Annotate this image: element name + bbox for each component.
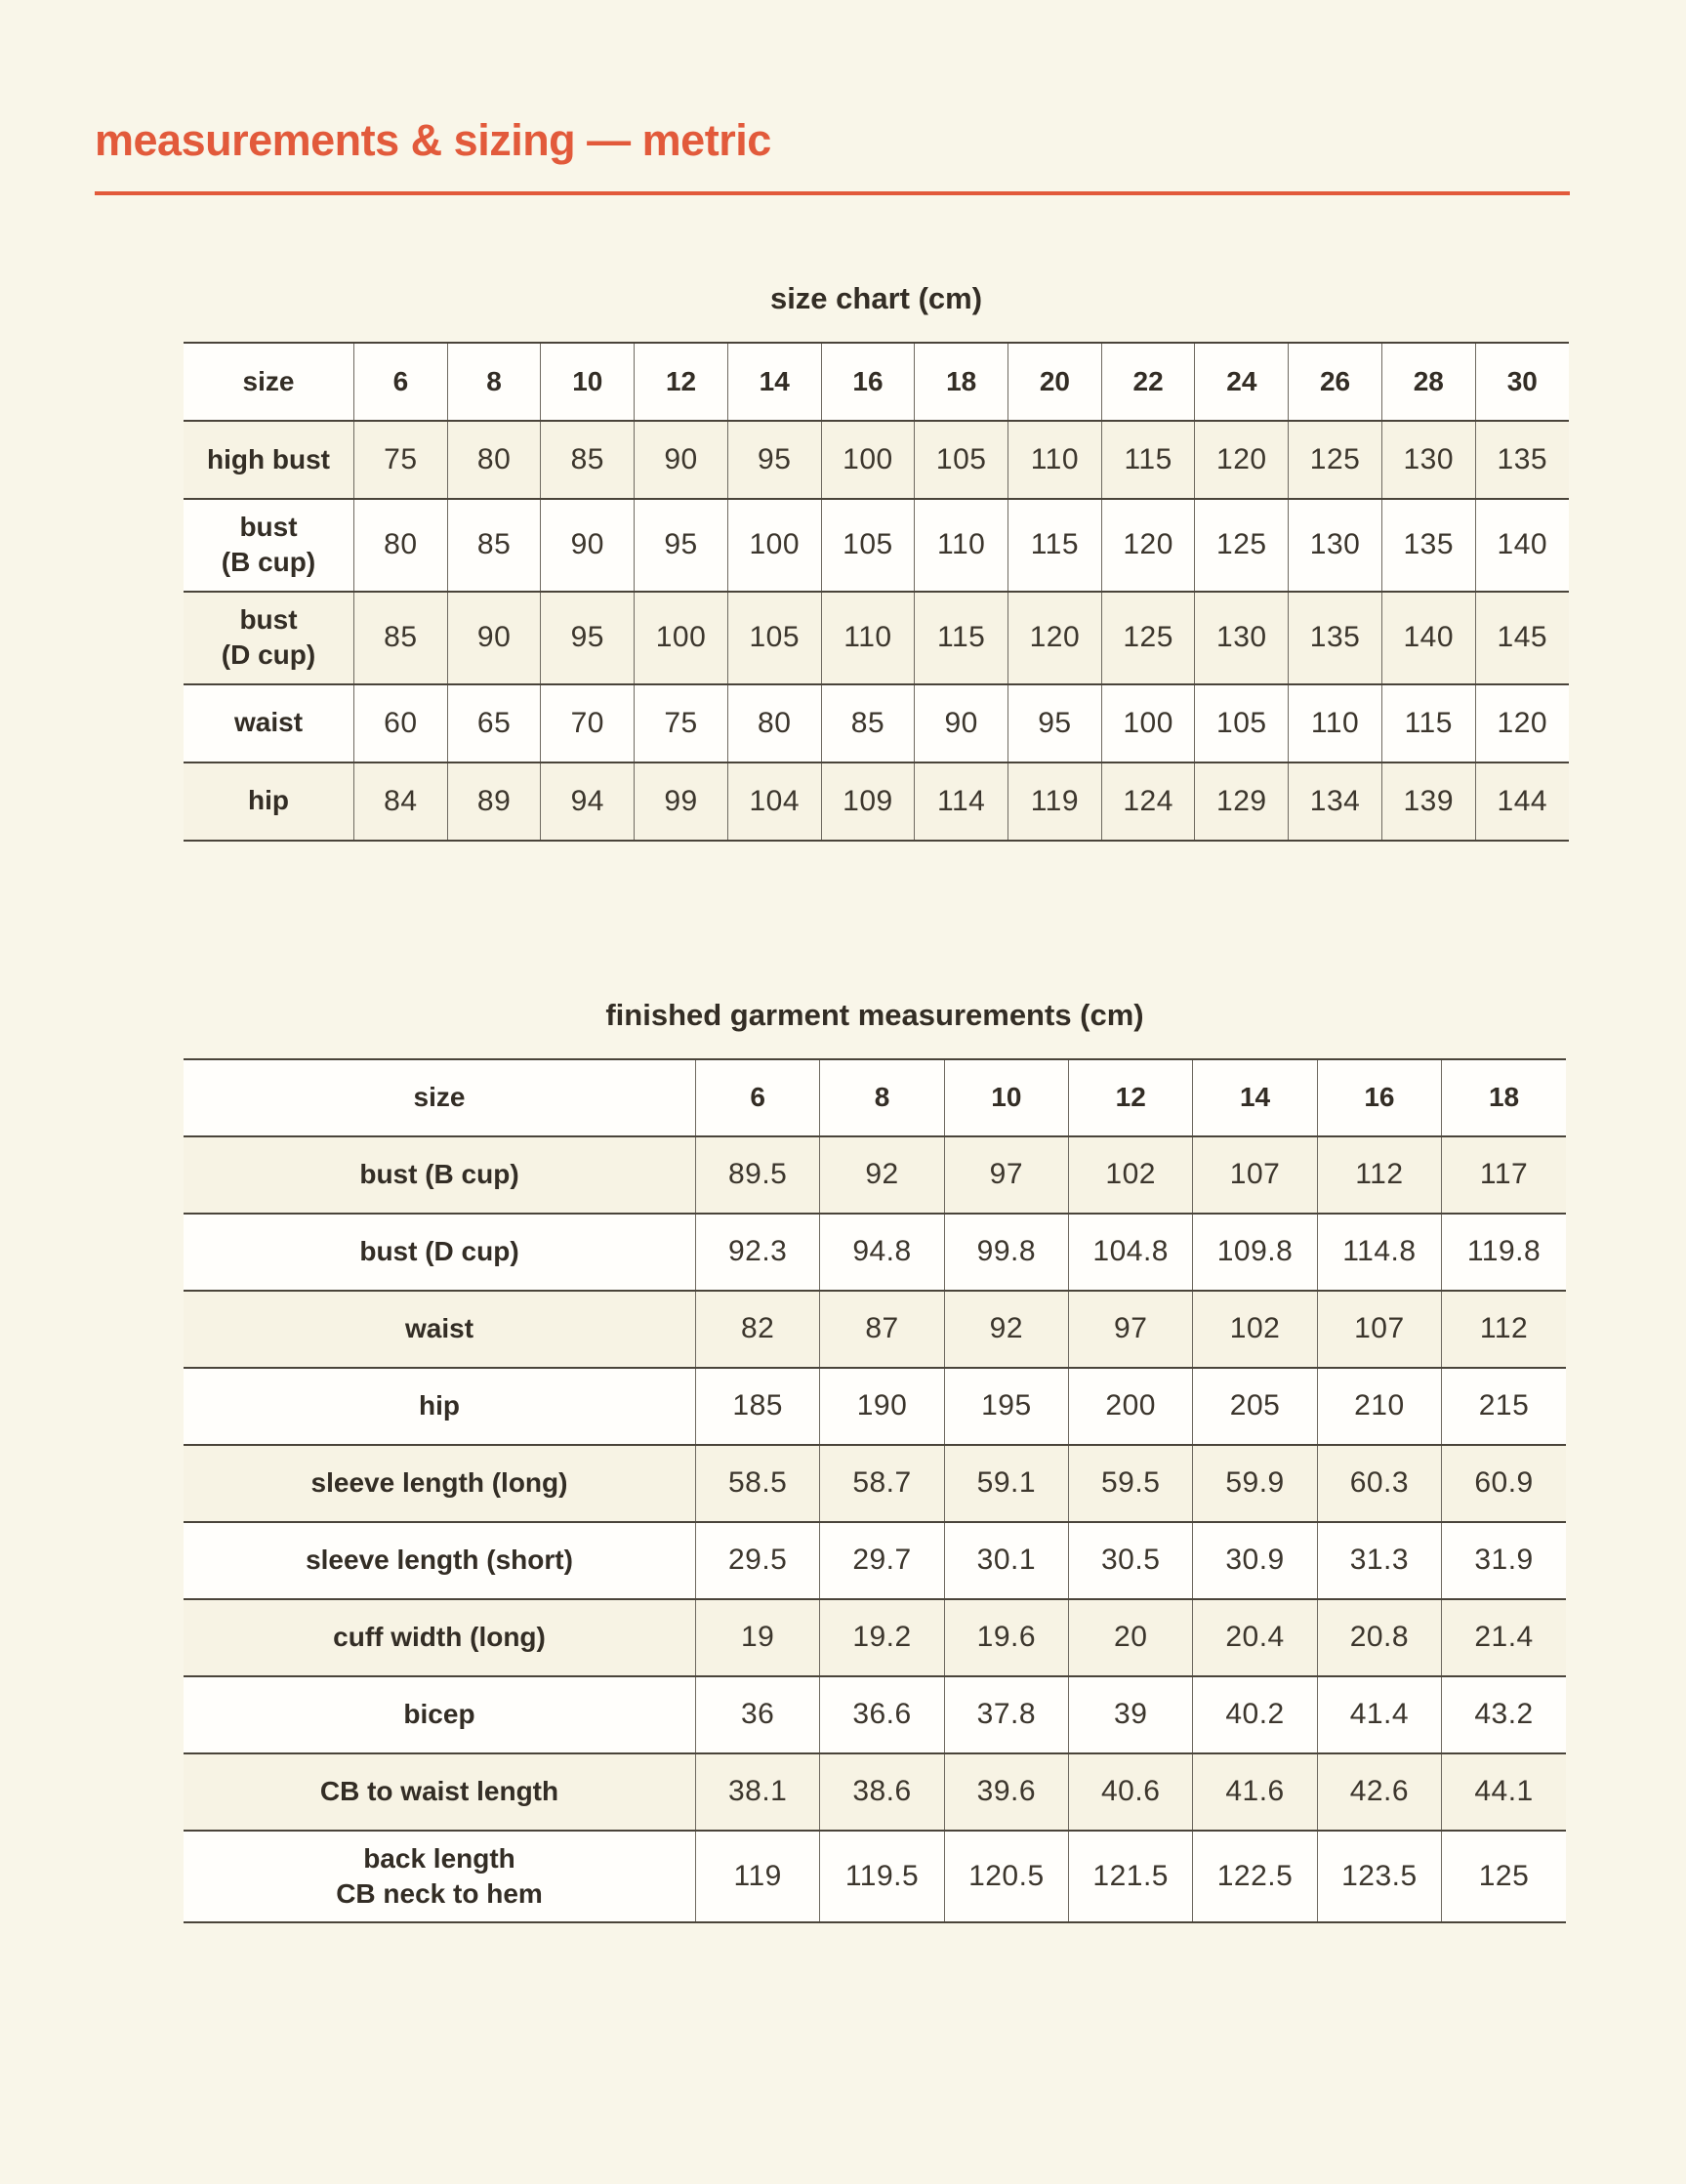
measurement-value: 20 [1069, 1599, 1193, 1676]
measurement-value: 38.6 [820, 1753, 944, 1831]
measurement-value: 59.9 [1193, 1445, 1317, 1522]
measurement-value: 58.7 [820, 1445, 944, 1522]
measurement-row [184, 1136, 1566, 1214]
measurement-value: 90 [635, 421, 728, 499]
measurement-value: 70 [541, 684, 635, 762]
measurement-value: 135 [1381, 499, 1475, 592]
measurement-value: 117 [1442, 1136, 1566, 1214]
size-column-header: 22 [1101, 343, 1195, 421]
finished-garment-header-row [184, 1059, 1566, 1136]
measurement-value: 120 [1195, 421, 1289, 499]
measurement-row [184, 1753, 1566, 1831]
measurement-value: 130 [1289, 499, 1382, 592]
row-label: high bust [207, 443, 330, 474]
measurement-value: 60.9 [1442, 1445, 1566, 1522]
size-column-header: 10 [541, 343, 635, 421]
size-column-header: 20 [1008, 343, 1102, 421]
measurement-value: 60 [354, 684, 448, 762]
measurement-row [184, 1831, 1566, 1923]
measurement-value: 75 [635, 684, 728, 762]
measurement-value: 85 [447, 499, 541, 592]
measurement-value: 94 [541, 762, 635, 841]
row-label: cuff width (long) [333, 1621, 546, 1652]
measurement-value: 102 [1193, 1291, 1317, 1368]
measurement-row [184, 1214, 1566, 1291]
measurement-value: 185 [696, 1368, 820, 1445]
measurement-value: 99 [635, 762, 728, 841]
measurement-value: 119.5 [820, 1831, 944, 1923]
size-column-header: 12 [635, 343, 728, 421]
row-label: CB to waist length [319, 1775, 559, 1806]
measurement-value: 114.8 [1317, 1214, 1441, 1291]
measurement-value: 125 [1101, 592, 1195, 684]
measurement-value: 59.5 [1069, 1445, 1193, 1522]
measurement-value: 92 [820, 1136, 944, 1214]
measurement-value: 40.6 [1069, 1753, 1193, 1831]
measurement-value: 37.8 [944, 1676, 1068, 1753]
measurement-value: 125 [1289, 421, 1382, 499]
measurement-value: 87 [820, 1291, 944, 1368]
measurement-value: 125 [1195, 499, 1289, 592]
measurement-value: 105 [915, 421, 1008, 499]
measurement-row [184, 1445, 1566, 1522]
measurement-value: 120 [1101, 499, 1195, 592]
measurement-value: 120 [1475, 684, 1569, 762]
measurement-value: 145 [1475, 592, 1569, 684]
measurement-value: 97 [1069, 1291, 1193, 1368]
measurement-value: 90 [541, 499, 635, 592]
measurement-value: 31.3 [1317, 1522, 1441, 1599]
measurement-value: 58.5 [696, 1445, 820, 1522]
size-column-header: 16 [821, 343, 915, 421]
measurement-row [184, 499, 1569, 592]
row-label: hip [248, 785, 289, 816]
measurement-value: 104 [727, 762, 821, 841]
measurement-value: 85 [541, 421, 635, 499]
measurement-value: 100 [727, 499, 821, 592]
measurement-value: 30.5 [1069, 1522, 1193, 1599]
measurement-value: 60.3 [1317, 1445, 1441, 1522]
measurement-value: 107 [1317, 1291, 1441, 1368]
measurement-value: 41.6 [1193, 1753, 1317, 1831]
measurement-value: 205 [1193, 1368, 1317, 1445]
measurement-value: 195 [944, 1368, 1068, 1445]
measurement-value: 89.5 [696, 1136, 820, 1214]
measurement-value: 82 [696, 1291, 820, 1368]
size-column-header: 6 [696, 1059, 820, 1136]
size-column-header: 12 [1069, 1059, 1193, 1136]
measurement-value: 94.8 [820, 1214, 944, 1291]
measurement-value: 119 [1008, 762, 1102, 841]
size-column-header: 8 [447, 343, 541, 421]
measurement-value: 125 [1442, 1831, 1566, 1923]
measurement-value: 139 [1381, 762, 1475, 841]
measurement-value: 114 [915, 762, 1008, 841]
measurement-row [184, 1368, 1566, 1445]
measurement-value: 130 [1195, 592, 1289, 684]
row-label: bust (D cup) [359, 1235, 519, 1266]
measurement-value: 99.8 [944, 1214, 1068, 1291]
measurement-value: 89 [447, 762, 541, 841]
size-header-label: size [242, 366, 295, 396]
row-label: hip [419, 1389, 460, 1421]
measurement-value: 119.8 [1442, 1214, 1566, 1291]
measurement-value: 20.4 [1193, 1599, 1317, 1676]
measurement-value: 31.9 [1442, 1522, 1566, 1599]
measurement-row [184, 1599, 1566, 1676]
row-label: waist [233, 707, 304, 738]
measurement-value: 92 [944, 1291, 1068, 1368]
measurement-value: 105 [821, 499, 915, 592]
measurement-row [184, 1522, 1566, 1599]
measurement-value: 140 [1475, 499, 1569, 592]
measurement-value: 120 [1008, 592, 1102, 684]
measurement-value: 29.7 [820, 1522, 944, 1599]
size-header-label: size [413, 1082, 466, 1113]
measurement-value: 102 [1069, 1136, 1193, 1214]
measurement-value: 115 [1008, 499, 1102, 592]
measurement-value: 105 [727, 592, 821, 684]
measurement-value: 112 [1442, 1291, 1566, 1368]
measurement-value: 90 [915, 684, 1008, 762]
measurement-value: 85 [354, 592, 448, 684]
finished-garment-title: finished garment measurements (cm) [605, 997, 1144, 1032]
measurement-value: 109 [821, 762, 915, 841]
measurement-value: 123.5 [1317, 1831, 1441, 1923]
measurement-row [184, 421, 1569, 499]
measurement-value: 100 [635, 592, 728, 684]
row-label: bicep [403, 1698, 475, 1729]
measurement-value: 112 [1317, 1136, 1441, 1214]
measurement-value: 215 [1442, 1368, 1566, 1445]
measurement-value: 144 [1475, 762, 1569, 841]
size-column-header: 16 [1317, 1059, 1441, 1136]
measurement-value: 38.1 [696, 1753, 820, 1831]
page-title: measurements & sizing — metric [95, 115, 771, 165]
measurement-value: 65 [447, 684, 541, 762]
size-column-header: 30 [1475, 343, 1569, 421]
measurement-value: 135 [1475, 421, 1569, 499]
measurement-value: 30.1 [944, 1522, 1068, 1599]
measurement-value: 200 [1069, 1368, 1193, 1445]
measurement-value: 122.5 [1193, 1831, 1317, 1923]
measurement-value: 107 [1193, 1136, 1317, 1214]
measurement-value: 100 [821, 421, 915, 499]
measurement-value: 110 [915, 499, 1008, 592]
size-chart-table [184, 342, 1569, 842]
measurement-value: 92.3 [696, 1214, 820, 1291]
size-column-header: 10 [944, 1059, 1068, 1136]
measurement-value: 130 [1381, 421, 1475, 499]
measurement-value: 84 [354, 762, 448, 841]
measurement-value: 36 [696, 1676, 820, 1753]
measurement-value: 95 [541, 592, 635, 684]
row-label: bust (B cup) [221, 512, 316, 578]
row-label: bust (D cup) [221, 603, 316, 671]
measurement-row [184, 592, 1569, 684]
measurement-value: 110 [1289, 684, 1382, 762]
measurement-row [184, 1291, 1566, 1368]
measurement-value: 39.6 [944, 1753, 1068, 1831]
size-column-header: 24 [1195, 343, 1289, 421]
measurement-value: 95 [1008, 684, 1102, 762]
measurement-value: 85 [821, 684, 915, 762]
size-column-header: 18 [1442, 1059, 1566, 1136]
measurement-value: 190 [820, 1368, 944, 1445]
measurement-value: 39 [1069, 1676, 1193, 1753]
row-label: bust (B cup) [359, 1158, 519, 1189]
measurement-value: 109.8 [1193, 1214, 1317, 1291]
size-column-header: 14 [1193, 1059, 1317, 1136]
size-chart-title: size chart (cm) [769, 281, 983, 315]
measurement-value: 19.6 [944, 1599, 1068, 1676]
measurement-value: 30.9 [1193, 1522, 1317, 1599]
measurement-value: 36.6 [820, 1676, 944, 1753]
measurement-value: 119 [696, 1831, 820, 1923]
measurement-value: 44.1 [1442, 1753, 1566, 1831]
measurement-value: 124 [1101, 762, 1195, 841]
size-column-header: 8 [820, 1059, 944, 1136]
measurement-value: 95 [727, 421, 821, 499]
row-label: waist [404, 1312, 474, 1343]
measurement-value: 104.8 [1069, 1214, 1193, 1291]
measurement-value: 121.5 [1069, 1831, 1193, 1923]
size-column-header: 28 [1381, 343, 1475, 421]
measurement-value: 134 [1289, 762, 1382, 841]
measurement-value: 80 [727, 684, 821, 762]
size-column-header: 18 [915, 343, 1008, 421]
measurement-value: 210 [1317, 1368, 1441, 1445]
measurement-value: 59.1 [944, 1445, 1068, 1522]
measurement-value: 40.2 [1193, 1676, 1317, 1753]
finished-garment-table [184, 1058, 1566, 1924]
row-label: sleeve length (long) [310, 1466, 568, 1498]
size-column-header: 26 [1289, 343, 1382, 421]
measurement-value: 110 [821, 592, 915, 684]
measurement-value: 105 [1195, 684, 1289, 762]
measurement-value: 140 [1381, 592, 1475, 684]
measurement-value: 115 [1101, 421, 1195, 499]
measurement-value: 80 [354, 499, 448, 592]
measurement-value: 43.2 [1442, 1676, 1566, 1753]
measurement-value: 135 [1289, 592, 1382, 684]
size-column-header: 14 [727, 343, 821, 421]
measurement-row [184, 684, 1569, 762]
measurement-value: 129 [1195, 762, 1289, 841]
measurement-value: 29.5 [696, 1522, 820, 1599]
measurement-value: 110 [1008, 421, 1102, 499]
measurement-value: 100 [1101, 684, 1195, 762]
measurement-value: 115 [915, 592, 1008, 684]
row-label: sleeve length (short) [306, 1544, 573, 1575]
measurement-value: 20.8 [1317, 1599, 1441, 1676]
measurement-value: 42.6 [1317, 1753, 1441, 1831]
measurement-value: 19.2 [820, 1599, 944, 1676]
measurement-value: 19 [696, 1599, 820, 1676]
measurement-row [184, 762, 1569, 841]
measurement-value: 95 [635, 499, 728, 592]
size-chart-header-row [184, 343, 1569, 421]
measurement-row [184, 1676, 1566, 1753]
measurement-value: 97 [944, 1136, 1068, 1214]
title-divider [95, 191, 1570, 195]
measurement-value: 21.4 [1442, 1599, 1566, 1676]
measurement-value: 75 [354, 421, 448, 499]
measurement-value: 41.4 [1317, 1676, 1441, 1753]
measurement-value: 115 [1381, 684, 1475, 762]
measurement-value: 90 [447, 592, 541, 684]
size-column-header: 6 [354, 343, 448, 421]
row-label: back length CB neck to hem [336, 1842, 543, 1909]
measurement-value: 120.5 [944, 1831, 1068, 1923]
measurement-value: 80 [447, 421, 541, 499]
